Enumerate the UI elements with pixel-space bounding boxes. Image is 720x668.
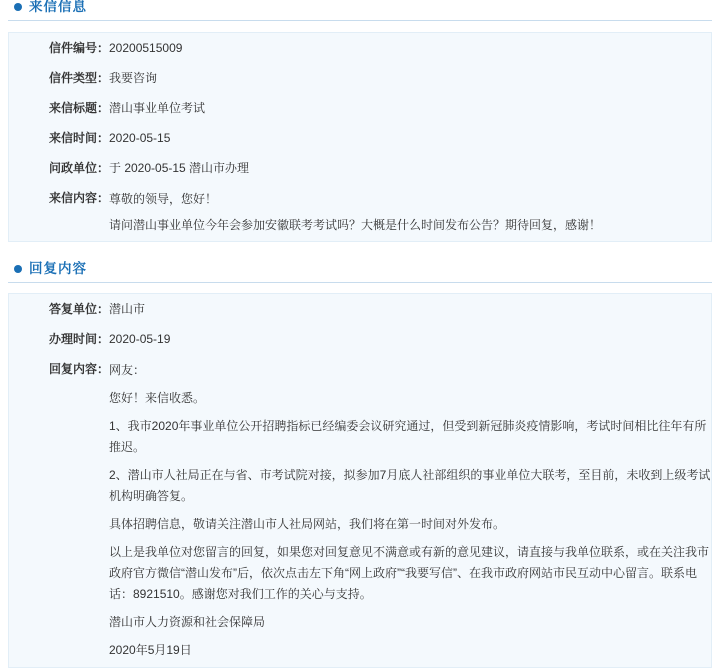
- reply-info-table: [9, 294, 711, 667]
- table-row: [9, 183, 711, 241]
- table-row: [9, 324, 711, 354]
- letter-content-line: 尊敬的领导，您好！: [109, 192, 218, 206]
- table-row: [9, 123, 711, 153]
- table-row: [9, 153, 711, 183]
- reply-signature: 潜山市人力资源和社会保障局: [109, 615, 266, 629]
- letter-section-header: [8, 0, 712, 21]
- table-row: [9, 354, 711, 667]
- reply-content-line: 网友：: [109, 363, 146, 377]
- reply-content-line: 1、我市2020年事业单位公开招聘指标已经编委会议研究通过，但受到新冠肺炎疫情影响，考试时间相比往年有所推迟。: [109, 419, 707, 454]
- bullet-icon: [14, 265, 22, 273]
- table-row: [9, 294, 711, 324]
- letter-content: [109, 183, 711, 241]
- field-label: 信件编号：: [48, 41, 109, 55]
- letter-section-title: 来信信息: [29, 0, 87, 14]
- field-label: 办理时间：: [48, 332, 109, 346]
- reply-content-line: 您好！来信收悉。: [109, 391, 206, 405]
- letter-info-table: [9, 33, 711, 241]
- letter-info-panel: [8, 32, 712, 242]
- reply-content-label: 回复内容：: [48, 362, 109, 376]
- reply-content: [109, 354, 711, 667]
- field-label: 答复单位：: [48, 302, 109, 316]
- field-value: 20200515009: [109, 41, 183, 55]
- field-value: 于 2020-05-15 潜山市办理: [109, 161, 250, 175]
- table-row: [9, 93, 711, 123]
- reply-section-header: [8, 262, 712, 283]
- reply-info-panel: [8, 293, 712, 668]
- reply-content-line: 2、潜山市人社局正在与省、市考试院对接，拟参加7月底人社部组织的事业单位大联考，至目前，未收到上级考试机构明确答复。: [109, 468, 711, 503]
- field-value: 潜山事业单位考试: [109, 101, 206, 115]
- letter-content-line: 请问潜山事业单位今年会参加安徽联考考试吗？大概是什么时间发布公告？期待回复，感谢！: [109, 218, 602, 232]
- field-value: 我要咨询: [109, 71, 158, 85]
- letter-content-label: 来信内容：: [48, 191, 109, 205]
- table-row: [9, 33, 711, 63]
- field-value: 2020-05-19: [109, 332, 171, 346]
- reply-section-title: 回复内容: [29, 261, 87, 276]
- reply-content-line: 以上是我单位对您留言的回复，如果您对回复意见不满意或有新的意见建议，请直接与我单位联系，或在关注我市政府官方微信“潜山发布”后，依次点击左下角“网上政府”“我要写信”、在我市政府网站市民互动中心留言。联系电话：8921510。感谢您对我们工作的关心与支持。: [109, 545, 710, 601]
- table-row: [9, 63, 711, 93]
- field-label: 来信标题：: [48, 101, 109, 115]
- field-label: 问政单位：: [48, 161, 109, 175]
- bullet-icon: [14, 3, 22, 11]
- field-label: 来信时间：: [48, 131, 109, 145]
- field-value: 潜山市: [109, 302, 146, 316]
- reply-date: 2020年5月19日: [109, 643, 192, 657]
- field-label: 信件类型：: [48, 71, 109, 85]
- field-value: 2020-05-15: [109, 131, 171, 145]
- reply-content-line: 具体招聘信息，敬请关注潜山市人社局网站，我们将在第一时间对外发布。: [109, 517, 506, 531]
